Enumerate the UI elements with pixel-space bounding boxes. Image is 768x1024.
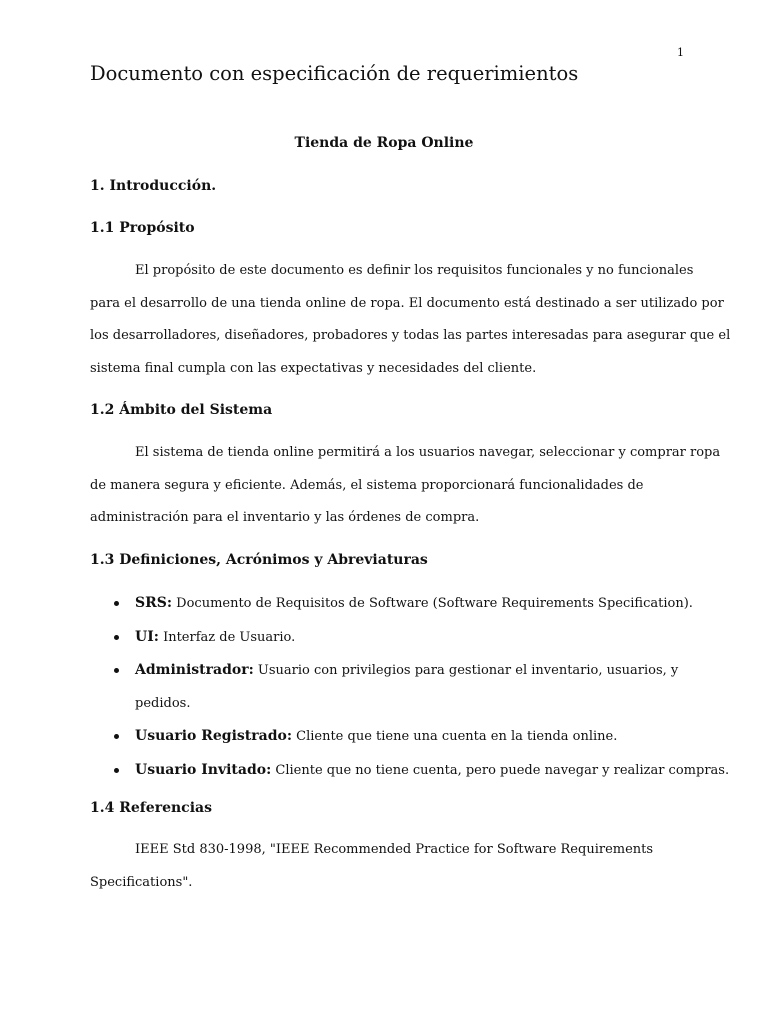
paragraph-line: de manera segura y eficiente. Además, el sistema proporcionará funcionalidades de (90, 477, 644, 493)
document-subtitle: Tienda de Ropa Online (294, 135, 474, 151)
definition-term: Usuario Invitado: (135, 761, 272, 778)
heading-introduction: 1. Introducción. (90, 178, 217, 194)
paragraph-purpose (90, 255, 731, 385)
heading-definitions: 1.3 Definiciones, Acrónimos y Abreviaturas (90, 552, 428, 568)
list-item (90, 720, 710, 754)
definition-text: Cliente que tiene una cuenta en la tienda online. (292, 729, 618, 744)
bullet-icon (114, 768, 119, 773)
paragraph-line: los desarrolladores, diseñadores, probadores y todas las partes interesadas para asegurar que el (90, 328, 731, 343)
list-item (90, 587, 710, 621)
page-number: 1 (677, 46, 684, 59)
list-item (90, 754, 730, 788)
paragraph-line: para el desarrollo de una tienda online de ropa. El documento está destinado a ser utilizado por (90, 295, 724, 311)
bullet-icon (114, 601, 119, 606)
paragraph-line: administración para el inventario y las órdenes de compra. (90, 510, 480, 525)
paragraph-line: El propósito de este documento es definir los requisitos funcionales y no funcionales (135, 263, 694, 278)
definition-term: SRS: (135, 595, 173, 611)
heading-purpose: 1.1 Propósito (90, 220, 195, 236)
paragraph-line: IEEE Std 830-1998, "IEEE Recommended Practice for Software Requirements (135, 842, 654, 857)
definition-text: Cliente que no tiene cuenta, pero puede navegar y realizar compras. (271, 762, 730, 778)
heading-references: 1.4 Referencias (90, 800, 212, 816)
paragraph-line: Specifications". (90, 874, 193, 890)
heading-scope: 1.2 Ámbito del Sistema (90, 402, 273, 418)
bullet-icon (114, 668, 119, 673)
list-item (90, 654, 710, 720)
definition-term: UI: (135, 628, 159, 645)
bullet-icon (114, 635, 119, 640)
definition-term: Administrador: (135, 662, 254, 678)
definition-term: Usuario Registrado: (135, 728, 292, 744)
paragraph-scope (90, 437, 721, 535)
definition-text: Interfaz de Usuario. (158, 629, 296, 645)
definitions-list (90, 587, 730, 787)
paragraph-references (90, 834, 710, 899)
document-title: Documento con especificación de requerimientos (90, 62, 579, 85)
definition-text: Usuario con privilegios para gestionar el inventario, usuarios, y (253, 663, 679, 678)
definition-text-continued: pedidos. (135, 695, 191, 711)
bullet-icon (114, 734, 119, 739)
list-item (90, 621, 710, 655)
paragraph-line: sistema final cumpla con las expectativas y necesidades del cliente. (90, 360, 537, 376)
paragraph-line: El sistema de tienda online permitirá a los usuarios navegar, seleccionar y comprar ropa (135, 445, 721, 460)
definition-text: Documento de Requisitos de Software (Software Requirements Specification). (172, 596, 693, 611)
